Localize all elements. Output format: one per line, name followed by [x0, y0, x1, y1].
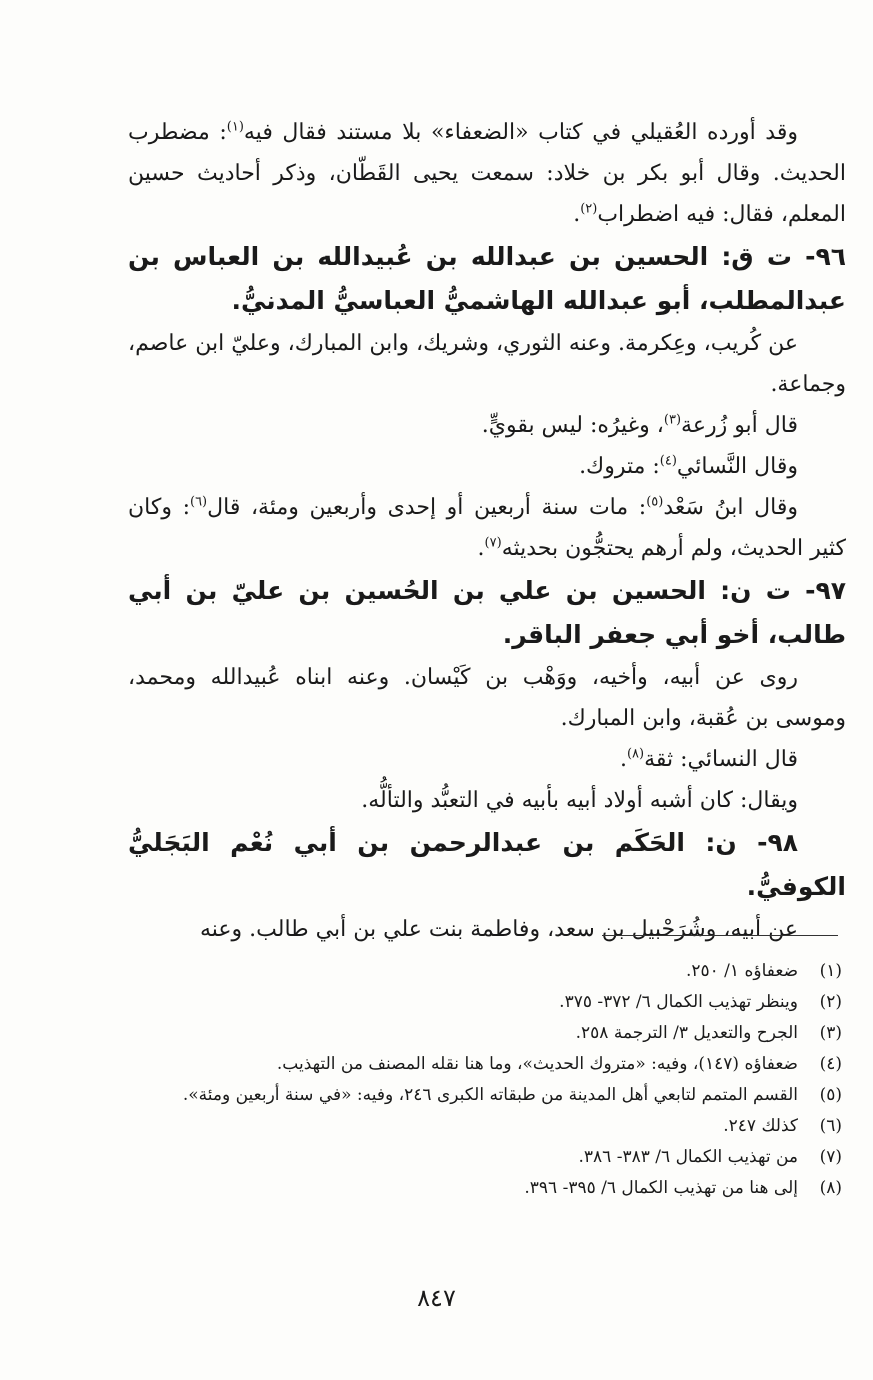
- page-number: ٨٤٧: [417, 1284, 456, 1312]
- footnote-text: القسم المتمم لتابعي أهل المدينة من طبقاته الكبرى ٢٤٦، وفيه: «في سنة أربعين ومئة».: [182, 1085, 798, 1105]
- footnote-ref[interactable]: (٧): [484, 535, 502, 551]
- footnote-text: الجرح والتعديل ٣/ الترجمة ٢٥٨.: [575, 1023, 798, 1043]
- paragraph-narrators-98: عن أبيه، وشُرَحْبيل بن سعد، وفاطمة بنت علي بن أبي طالب. وعنه: [200, 917, 798, 942]
- footnote-text: من تهذيب الكمال ٦/ ٣٨٣- ٣٨٦.: [578, 1147, 798, 1167]
- footnote-number: (٦): [819, 1116, 842, 1136]
- text-run: : وكان كثير الحديث، ولم أرهم يحتجُّون بحديثه: [128, 495, 846, 561]
- paragraph-nasai-thiqa: [128, 739, 846, 780]
- text-run: .: [477, 536, 485, 561]
- footnote-ref[interactable]: (٥): [646, 494, 664, 510]
- paragraph-narrators-97: روى عن أبيه، وأخيه، ووَهْب بن كَيْسان. وعنه ابناه عُبيدالله ومحمد، وموسى بن عُقبة، وابن المبارك.: [128, 665, 846, 731]
- text-run: .: [573, 202, 581, 227]
- footnote-divider: [602, 935, 838, 936]
- footnote-number: (٤): [819, 1054, 842, 1074]
- footnote-5: [126, 1081, 842, 1110]
- footnote-2: [126, 988, 842, 1017]
- entry-heading-98: ٩٨- ن: الحَكَم بن عبدالرحمن بن أبي نُعْم البَجَليُّ الكوفيُّ.: [128, 828, 846, 901]
- footnotes-section: [126, 957, 842, 1205]
- main-text: [128, 112, 846, 950]
- paragraph-abu-zura: [128, 405, 846, 446]
- footnote-text: ضعفاؤه ١/ ٢٥٠.: [685, 961, 798, 981]
- text-run: وقد أورده العُقيلي في كتاب «الضعفاء» بلا مستند فقال فيه: [243, 120, 798, 145]
- footnote-3: [126, 1019, 842, 1048]
- footnote-number: (٢): [819, 992, 842, 1012]
- text-run: ، وغيرُه: ليس بقويٍّ.: [481, 413, 664, 438]
- footnote-number: (٣): [819, 1023, 842, 1043]
- paragraph-narrators-96: عن كُريب، وعِكرمة. وعنه الثوري، وشريك، وابن المبارك، وعليّ ابن عاصم، وجماعة.: [128, 331, 846, 397]
- footnote-ref[interactable]: (٨): [626, 746, 645, 762]
- footnote-number: (٥): [819, 1085, 842, 1105]
- footnote-ref[interactable]: (٦): [189, 494, 208, 510]
- footnote-text: ضعفاؤه (١٤٧)، وفيه: «متروك الحديث»، وما هنا نقله المصنف من التهذيب.: [276, 1054, 798, 1074]
- text-run: : مضطرب الحديث. وقال أبو بكر بن خلاد: سمعت يحيى القَطّان، وذكر أحاديث حسين المعلم، فقال: فيه اضطراب: [128, 120, 846, 227]
- footnote-8: [126, 1174, 842, 1203]
- text-run: : متروك.: [579, 454, 660, 479]
- footnote-4: [126, 1050, 842, 1079]
- text-run: وقال ابنُ سَعْد: [663, 495, 798, 520]
- footnote-ref[interactable]: (٢): [580, 201, 598, 217]
- entry-heading-97: ٩٧- ت ن: الحسين بن علي بن الحُسين بن عليّ بن أبي طالب، أخو أبي جعفر الباقر.: [128, 576, 846, 649]
- text-run: قال النسائي: ثقة: [644, 747, 798, 772]
- paragraph-nasai: [128, 446, 846, 487]
- text-run: .: [619, 747, 627, 772]
- paragraph-yuqal: ويقال: كان أشبه أولاد أبيه بأبيه في التعبُّد والتألُّه.: [361, 788, 798, 813]
- footnote-7: [126, 1143, 842, 1172]
- footnote-number: (٧): [819, 1147, 842, 1167]
- entry-heading-96: ٩٦- ت ق: الحسين بن عبدالله بن عُبيدالله بن العباس بن عبدالمطلب، أبو عبدالله الهاشميُّ العباسيُّ المدنيُّ.: [128, 242, 846, 315]
- footnote-text: إلى هنا من تهذيب الكمال ٦/ ٣٩٥- ٣٩٦.: [524, 1178, 798, 1198]
- text-run: وقال النَّسائي: [676, 454, 798, 479]
- footnote-1: [126, 957, 842, 986]
- footnote-text: وينظر تهذيب الكمال ٦/ ٣٧٢- ٣٧٥.: [559, 992, 798, 1012]
- footnote-text: كذلك ٢٤٧.: [723, 1116, 798, 1136]
- text-run: قال أبو زُرعة: [681, 413, 798, 438]
- footnote-number: (١): [819, 961, 842, 981]
- paragraph-intro: [128, 112, 846, 235]
- paragraph-ibn-sad: [128, 487, 846, 569]
- footnote-6: [126, 1112, 842, 1141]
- footnote-number: (٨): [819, 1178, 842, 1198]
- text-run: : مات سنة أربعين أو إحدى وأربعين ومئة، قال: [207, 495, 647, 520]
- footnote-ref[interactable]: (٤): [659, 453, 677, 469]
- footnote-ref[interactable]: (٣): [663, 412, 682, 428]
- footnote-ref[interactable]: (١): [226, 119, 244, 135]
